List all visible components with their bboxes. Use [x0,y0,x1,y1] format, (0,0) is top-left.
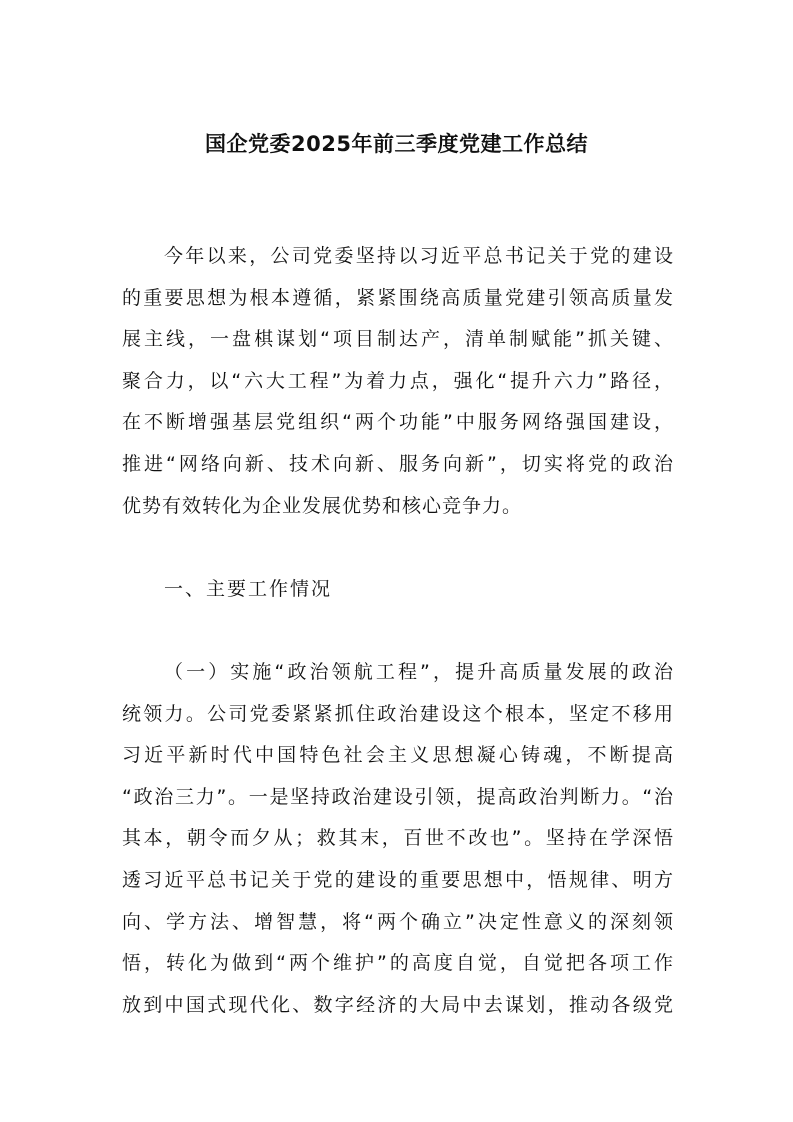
paragraph-line: 悟，转化为做到“两个维护”的高度自觉，自觉把各项工作 [122,952,674,975]
section-heading: 一、主要工作情况 [164,578,333,600]
paragraph-line: 优势有效转化为企业发展优势和核心竞争力。 [122,494,523,517]
paragraph-line: 推进“网络向新、技术向新、服务向新”，切实将党的政治 [122,452,674,475]
document-title: 国企党委2025年前三季度党建工作总结 [205,132,588,156]
paragraph-line: 在不断增强基层党组织“两个功能”中服务网络强国建设， [122,411,674,434]
paragraph-line: 放到中国式现代化、数字经济的大局中去谋划，推动各级党 [122,993,674,1016]
paragraph-line: 向、学方法、增智慧，将“两个确立”决定性意义的深刻领 [122,910,674,933]
paragraph-line: 的重要思想为根本遵循，紧紧围绕高质量党建引领高质量发 [122,286,674,309]
section-1-paragraph [122,652,674,1026]
paragraph-line: 展主线，一盘棋谋划“项目制达产，清单制赋能”抓关键、 [122,328,674,351]
paragraph-line: 今年以来，公司党委坚持以习近平总书记关于党的建设 [164,245,674,267]
paragraph-line: 统领力。公司党委紧紧抓住政治建设这个根本，坚定不移用 [122,702,674,725]
paragraph-line: 其本，朝令而夕从；救其末，百世不改也”。坚持在学深悟 [122,827,674,850]
intro-paragraph [122,236,674,527]
paragraph-line: 聚合力，以“六大工程”为着力点，强化“提升六力”路径， [122,369,674,392]
paragraph-line: 透习近平总书记关于党的建设的重要思想中，悟规律、明方 [122,868,674,891]
paragraph-line: （一）实施“政治领航工程”，提升高质量发展的政治 [164,661,674,683]
paragraph-line: “政治三力”。一是坚持政治建设引领，提高政治判断力。“治 [122,785,674,808]
paragraph-line: 习近平新时代中国特色社会主义思想凝心铸魂，不断提高 [122,744,674,767]
